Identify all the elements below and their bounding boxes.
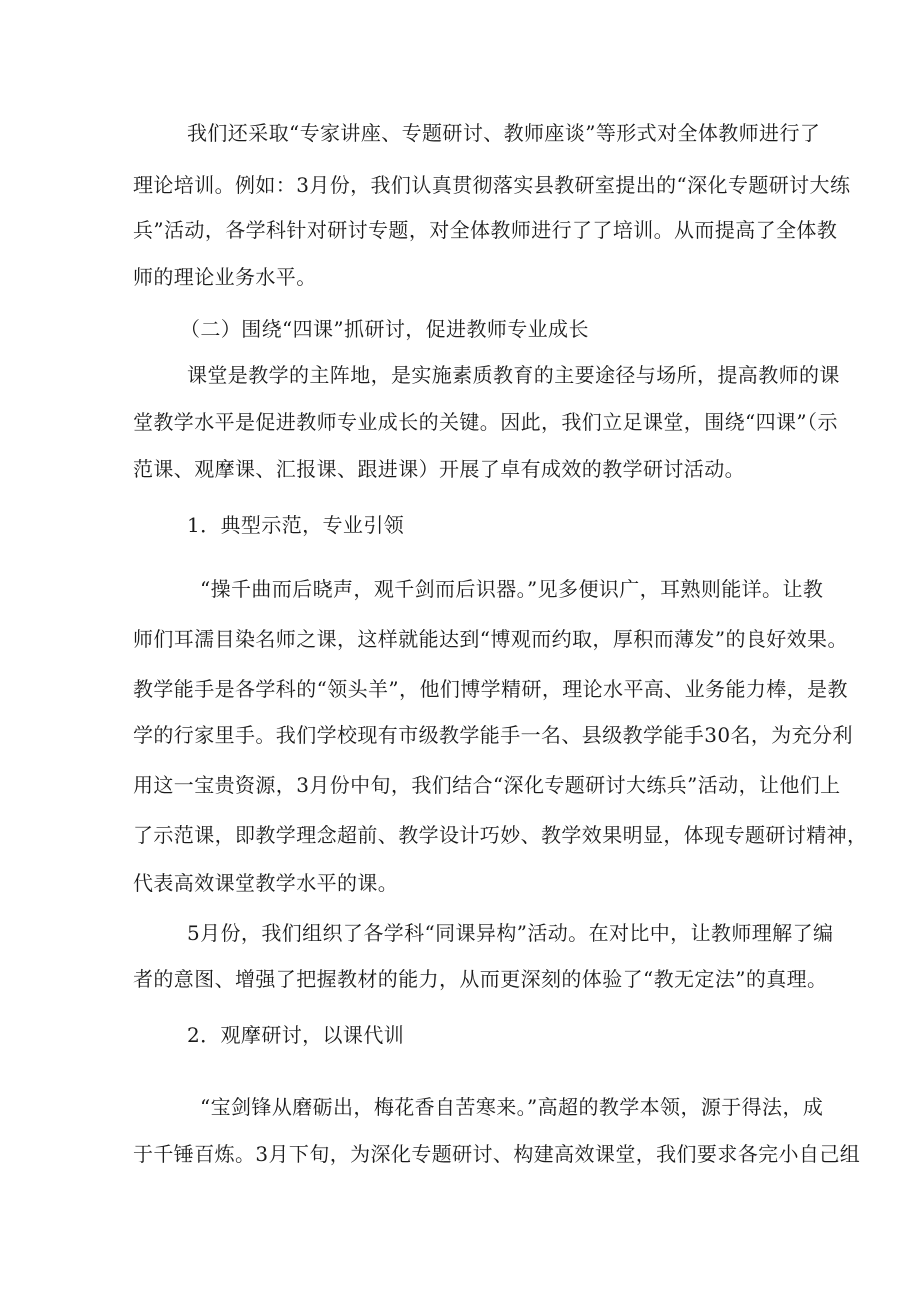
section-heading-2: （二）围绕“四课”抓研讨，促进教师专业成长	[180, 317, 589, 341]
paragraph-5-line-5: 用这一宝贵资源，3月份中旬，我们结合“深化专题研讨大练兵”活动，让他们上	[133, 773, 841, 797]
paragraph-3-line-1: 课堂是教学的主阵地，是实施素质教育的主要途径与场所，提高教师的课	[187, 363, 840, 387]
paragraph-5-line-7: 代表高效课堂教学水平的课。	[133, 871, 399, 895]
paragraph-6-line-2: 者的意图、增强了把握教材的能力，从而更深刻的体验了“教无定法”的真理。	[133, 967, 828, 991]
subheading-1: 1．典型示范，专业引领	[187, 513, 405, 537]
paragraph-5-line-1: “操千曲而后晓声，观千剑而后识器。”见多便识广，耳熟则能详。让教	[200, 577, 824, 601]
paragraph-5-line-6: 了示范课，即教学理念超前、教学设计巧妙、教学效果明显，体现专题研讨精神，	[133, 823, 868, 847]
paragraph-8-line-2: 于千锤百炼。3月下旬，为深化专题研讨、构建高效课堂，我们要求各完小自己组	[133, 1142, 861, 1166]
paragraph-8-line-1: “宝剑锋从磨砺出，梅花香自苦寒来。”高超的教学本领，源于得法，成	[200, 1095, 824, 1119]
paragraph-5-line-4: 学的行家里手。我们学校现有市级教学能手一名、县级教学能手30名，为充分利	[133, 723, 853, 747]
paragraph-5-line-2: 师们耳濡目染名师之课，这样就能达到“博观而约取，厚积而薄发”的良好效果。	[133, 627, 848, 651]
paragraph-1-line-3: 兵”活动，各学科针对研讨专题，对全体教师进行了了培训。从而提高了全体教	[133, 218, 838, 242]
paragraph-6-line-1: 5月份，我们组织了各学科“同课异构”活动。在对比中，让教师理解了编	[187, 921, 834, 945]
paragraph-5-line-3: 教学能手是各学科的“领头羊”，他们博学精研，理论水平高、业务能力棒，是教	[133, 677, 848, 701]
subheading-2: 2．观摩研讨，以课代训	[187, 1023, 405, 1047]
paragraph-1-line-2: 理论培训。例如：3月份，我们认真贯彻落实县教研室提出的“深化专题研讨大练	[133, 173, 851, 197]
paragraph-1-line-1: 我们还采取“专家讲座、专题研讨、教师座谈”等形式对全体教师进行了	[187, 121, 821, 145]
paragraph-1-line-4: 师的理论业务水平。	[133, 265, 317, 289]
paragraph-3-line-2: 堂教学水平是促进教师专业成长的关键。因此，我们立足课堂，围绕“四课”（示	[133, 410, 838, 434]
paragraph-3-line-3: 范课、观摩课、汇报课、跟进课）开展了卓有成效的教学研讨活动。	[133, 457, 745, 481]
